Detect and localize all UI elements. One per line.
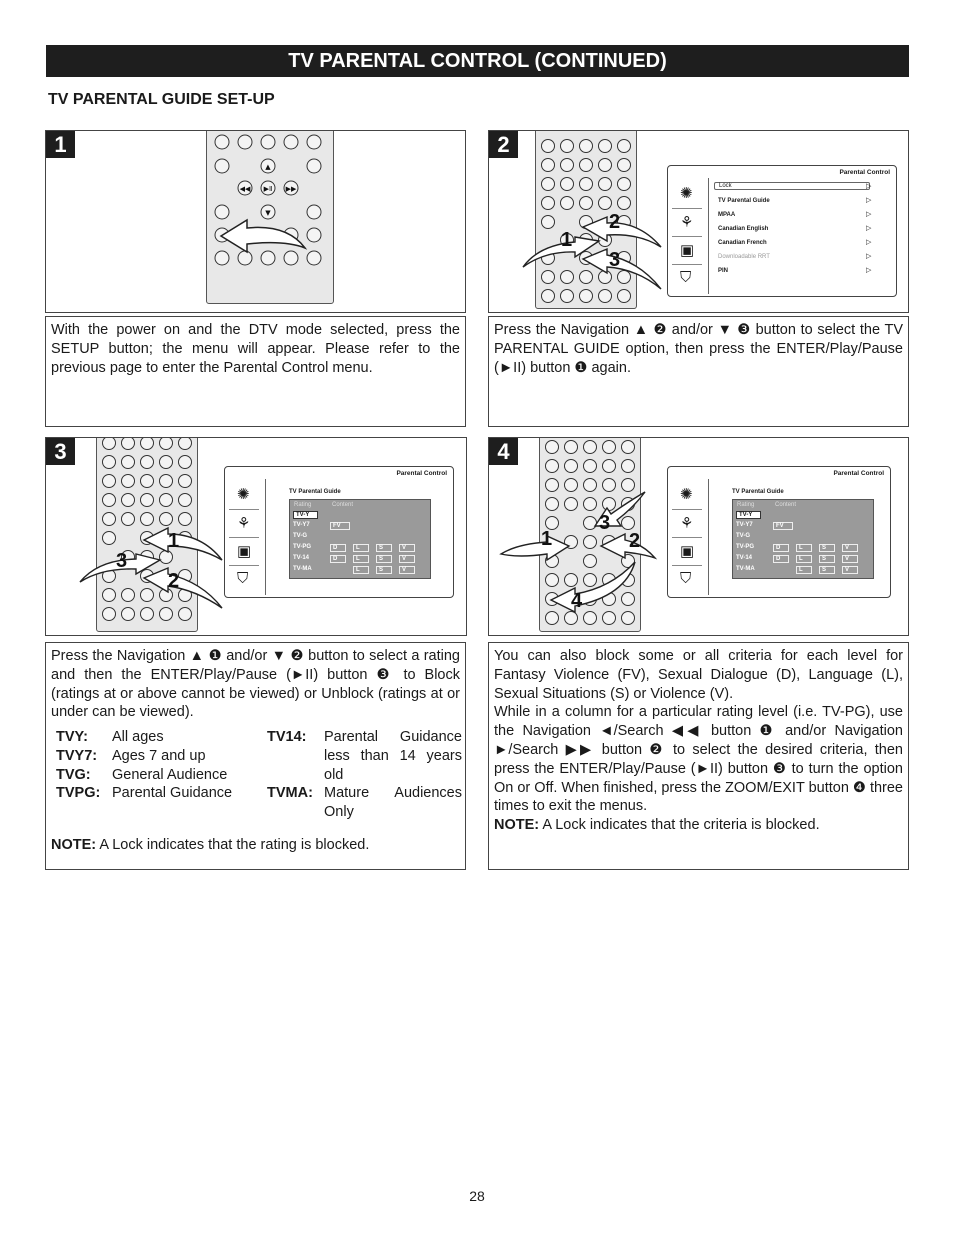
content-column-header: Content [332, 502, 354, 508]
fv-cell[interactable]: FV [773, 522, 793, 530]
chevron-right-icon: ▷ [866, 253, 872, 260]
rating-row[interactable]: TV-Y7 [736, 522, 753, 528]
remote-buttons [207, 130, 333, 303]
callout-number: 2 [609, 211, 621, 233]
step-4-text-intro: You can also block some or all criteria for each level for Fantasy Violence (FV), Sexual Dialogue (D), Language (L), Sexual Situations (S) or Violence (V). [494, 648, 903, 702]
criteria-cell[interactable]: V [399, 566, 415, 574]
rating-row[interactable]: TV-14 [736, 555, 753, 561]
rating-column-header: Rating [294, 502, 312, 508]
shield-icon: ⛉ [672, 565, 702, 592]
callout-number: 1 [541, 528, 553, 550]
svg-text:◀◀: ◀◀ [239, 185, 251, 193]
rating-row[interactable]: TV-Y [736, 511, 761, 519]
menu-title: Parental Control [396, 470, 447, 477]
rating-key: TVPG: [56, 785, 101, 802]
criteria-cell[interactable]: S [819, 566, 835, 574]
callout-arrows [519, 211, 669, 301]
chevron-right-icon: ▷ [866, 267, 872, 274]
step-number: 3 [46, 438, 75, 465]
step-2-instructions [488, 316, 909, 427]
rating-desc: Mature Audiences Only [324, 785, 462, 820]
submenu-title: TV Parental Guide [732, 489, 784, 495]
menu-item-lock[interactable] [714, 182, 870, 190]
criteria-cell[interactable]: S [376, 566, 392, 574]
step-1-text: With the power on and the DTV mode selected, press the SETUP button; the menu will appear. Please refer to the previous page to enter the Parental Control menu. [51, 322, 460, 376]
chevron-right-icon: ▷ [866, 225, 872, 232]
criteria-cell[interactable]: L [796, 544, 812, 552]
note-label: NOTE: [494, 817, 540, 834]
callout-number: 1 [561, 229, 573, 251]
tv-icon: ▣ [672, 236, 702, 263]
menu-icon-column [668, 479, 709, 595]
criteria-cell[interactable]: L [353, 544, 369, 552]
menu-item-downloadable-rrt[interactable]: Downloadable RRT [718, 254, 770, 260]
criteria-cell[interactable]: L [353, 566, 369, 574]
parental-control-menu [667, 165, 897, 297]
tv-parental-guide-menu [224, 466, 454, 598]
callout-number: 1 [168, 530, 180, 552]
satellite-icon: ⚘ [672, 208, 702, 235]
chevron-right-icon: ▷ [866, 239, 872, 246]
shield-icon: ⛉ [229, 565, 259, 592]
menu-icon-column [225, 479, 266, 595]
rating-row[interactable]: TV-MA [736, 566, 755, 572]
rating-column-header: Rating [737, 502, 755, 508]
satellite-icon: ⚘ [672, 509, 702, 536]
svg-text:▼: ▼ [265, 209, 271, 217]
step-1-illustration [45, 130, 466, 313]
callout-arrows [76, 520, 226, 610]
rating-row[interactable]: TV-PG [293, 544, 312, 550]
criteria-cell[interactable]: V [842, 555, 858, 563]
step-4-illustration [488, 437, 909, 636]
submenu-title: TV Parental Guide [289, 489, 341, 495]
step-number: 2 [489, 131, 518, 158]
step-4-text-detail: While in a column for a particular rating level (i.e. TV-PG), use the Navigation ◄/Search ◀◀ button ❶ and/or Navigation ►/Search ▶▶ button ❷ to select the desired criteria, then press the ENTER/Play/Pause (►II) button ❸ to turn the option On or Off. When finished, press the ZOOM/EXIT button ❹ three times to exit the menus. [494, 704, 903, 815]
rating-desc: Parental Guidance less than 14 years old [324, 729, 462, 783]
chevron-right-icon: ▷ [866, 183, 872, 190]
criteria-cell[interactable]: D [330, 544, 346, 552]
rating-row[interactable]: TV-Y [293, 511, 318, 519]
step-3-text: Press the Navigation ▲ ❶ and/or ▼ ❷ button to select a rating and then the ENTER/Play/Pause (►II) button ❸ to Block (ratings at or above cannot be viewed) or Unblock (ratings at or under can be viewed). [51, 648, 460, 721]
criteria-cell[interactable]: V [399, 555, 415, 563]
page-banner: TV PARENTAL CONTROL (CONTINUED) [46, 45, 909, 77]
remote-control-illustration [206, 130, 334, 304]
criteria-cell[interactable]: V [399, 544, 415, 552]
step-1-instructions [45, 316, 466, 427]
tv-parental-guide-menu [667, 466, 891, 598]
menu-item-pin[interactable]: PIN [718, 268, 729, 274]
callout-number: 3 [116, 550, 128, 572]
rating-key: TVG: [56, 767, 91, 784]
page-number: 28 [469, 1188, 485, 1204]
criteria-cell[interactable]: S [819, 544, 835, 552]
menu-title: Parental Control [833, 470, 884, 477]
rating-desc: General Audience [112, 767, 228, 784]
menu-item-mpaa[interactable]: MPAA [718, 212, 736, 218]
rating-row[interactable]: TV-G [293, 533, 308, 539]
rating-row[interactable]: TV-G [736, 533, 751, 539]
note [51, 836, 460, 855]
criteria-cell[interactable]: V [842, 566, 858, 574]
tv-icon: ▣ [229, 537, 259, 564]
rating-desc: Parental Guidance [112, 785, 233, 802]
menu-title: Parental Control [839, 169, 890, 176]
step-3-instructions [45, 642, 466, 870]
callout-number: 3 [599, 512, 611, 534]
step-number: 1 [46, 131, 75, 158]
shield-icon: ⛉ [672, 264, 702, 291]
callout-number: 3 [609, 249, 621, 271]
criteria-cell[interactable]: D [330, 555, 346, 563]
chevron-right-icon: ▷ [866, 211, 872, 218]
callout-number: 2 [629, 530, 641, 552]
menu-item-canadian-english[interactable]: Canadian English [718, 226, 769, 232]
rating-row[interactable]: TV-PG [736, 544, 755, 550]
step-number: 4 [489, 438, 518, 465]
rating-row[interactable]: TV-MA [293, 566, 312, 572]
gear-icon: ✺ [237, 486, 250, 503]
rating-key: TV14: [267, 729, 307, 746]
rating-desc: All ages [112, 729, 164, 746]
criteria-cell[interactable]: L [796, 555, 812, 563]
chevron-right-icon: ▷ [866, 197, 872, 204]
rating-key: TVY: [56, 729, 88, 746]
menu-item-canadian-french[interactable]: Canadian French [718, 240, 767, 246]
note [494, 816, 903, 835]
step-2-text: Press the Navigation ▲ ❷ and/or ▼ ❸ button to select the TV PARENTAL GUIDE option, then press the ENTER/Play/Pause (►II) button ❶ again. [494, 322, 903, 376]
rating-row[interactable]: TV-Y7 [293, 522, 310, 528]
menu-icon-column [668, 178, 709, 294]
rating-key: TVMA: [267, 785, 313, 802]
svg-text:▶Ⅱ: ▶Ⅱ [263, 185, 273, 193]
note-label: NOTE: [51, 837, 97, 854]
rating-row[interactable]: TV-14 [293, 555, 310, 561]
step-3-illustration [45, 437, 467, 636]
content-column-header: Content [775, 502, 797, 508]
note-text: A Lock indicates that the criteria is blocked. [539, 817, 820, 834]
criteria-cell[interactable]: S [376, 555, 392, 563]
svg-text:▲: ▲ [265, 163, 271, 171]
step-4-instructions [488, 642, 909, 870]
note-text: A Lock indicates that the rating is blocked. [96, 837, 370, 854]
satellite-icon: ⚘ [229, 509, 259, 536]
menu-item-tv-parental-guide[interactable]: TV Parental Guide [718, 198, 770, 204]
svg-text:▶▶: ▶▶ [285, 185, 297, 193]
rating-desc: Ages 7 and up [112, 748, 206, 765]
ratings-table [51, 728, 460, 824]
step-2-illustration [488, 130, 909, 313]
fv-cell[interactable]: FV [330, 522, 350, 530]
criteria-cell[interactable]: S [819, 555, 835, 563]
criteria-cell[interactable]: L [353, 555, 369, 563]
gear-icon: ✺ [680, 486, 693, 503]
gear-icon: ✺ [680, 185, 693, 202]
criteria-cell[interactable]: D [773, 555, 789, 563]
callout-number: 2 [168, 570, 180, 592]
rating-grid [732, 499, 874, 579]
menu-item-label: Lock [719, 183, 732, 189]
rating-key: TVY7: [56, 748, 98, 765]
criteria-cell[interactable]: V [842, 544, 858, 552]
tv-icon: ▣ [672, 537, 702, 564]
criteria-cell[interactable]: L [796, 566, 812, 574]
rating-grid [289, 499, 431, 579]
criteria-cell[interactable]: S [376, 544, 392, 552]
criteria-cell[interactable]: D [773, 544, 789, 552]
callout-number: 4 [571, 590, 583, 612]
section-subheading: TV PARENTAL GUIDE SET-UP [48, 91, 275, 108]
